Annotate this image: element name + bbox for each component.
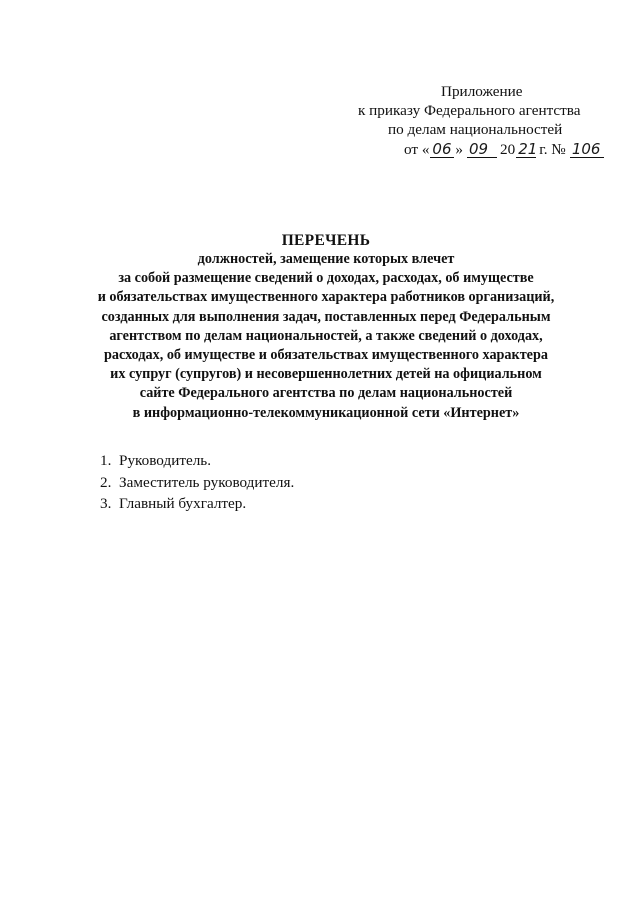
subtitle-line: должностей, замещение которых влечет — [197, 251, 455, 267]
quote-close: » — [455, 141, 464, 158]
list-number: 2. — [100, 473, 112, 491]
subtitle-line: за собой размещение сведений о доходах, расходах, об имуществе — [118, 270, 534, 287]
subtitle-line: в информационно-телекоммуникационной сети «Интернет» — [132, 404, 520, 421]
handwritten-day: 06 — [430, 142, 454, 158]
list-text: Руководитель. — [119, 452, 211, 469]
order-reference: к приказу Федерального агентства — [358, 102, 581, 119]
subtitle-line: расходах, об имуществе и обязательствах имущественного характера — [104, 347, 548, 364]
year-prefix: 20 — [500, 141, 516, 158]
appendix-label: Приложение — [441, 83, 523, 100]
handwritten-month: 09 — [467, 142, 497, 158]
agency-reference: по делам национальностей — [388, 121, 563, 138]
list-number: 1. — [100, 452, 112, 469]
handwritten-order-number: 106 — [570, 142, 604, 158]
subtitle-line: созданных для выполнения задач, поставленных перед Федеральным — [101, 308, 551, 325]
order-date-line — [404, 140, 605, 159]
subtitle-line: агентством по делам национальностей, а также сведений о доходах, — [109, 327, 543, 344]
document-title: ПЕРЕЧЕНЬ — [281, 232, 371, 249]
date-prefix: от « — [404, 141, 430, 158]
subtitle-line: сайте Федерального агентства по делам национальностей — [139, 385, 513, 402]
handwritten-year: 21 — [518, 140, 538, 158]
document-subtitle — [60, 250, 592, 423]
subtitle-line: и обязательствах имущественного характера работников организаций, — [97, 289, 555, 306]
list-text: Главный бухгалтер. — [119, 495, 247, 512]
year-unit: г. № — [539, 141, 566, 158]
subtitle-line: их супруг (супругов) и несовершеннолетних детей на официальном — [110, 366, 542, 383]
list-item — [100, 493, 294, 515]
list-item — [100, 472, 294, 494]
title-block — [60, 231, 592, 423]
list-item — [100, 450, 294, 472]
list-text: Заместитель руководителя. — [119, 473, 295, 491]
list-number: 3. — [100, 495, 112, 512]
positions-list — [100, 450, 294, 515]
